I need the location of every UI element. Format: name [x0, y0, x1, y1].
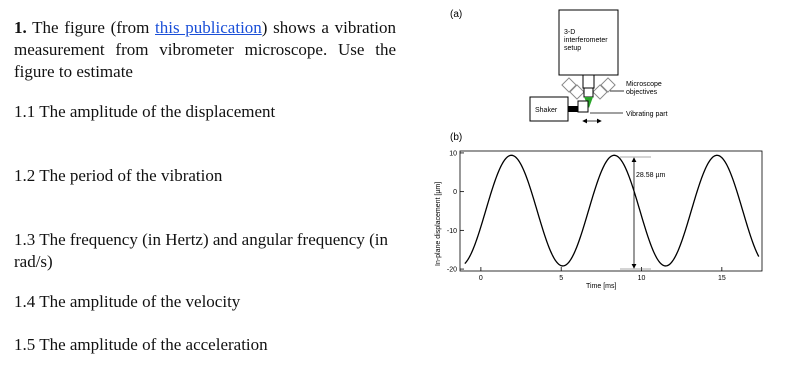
- y-axis-label: In-plane displacement [µm]: [435, 181, 442, 266]
- x-axis-ticks: [479, 267, 726, 282]
- setup-label-line-2: interferometer: [564, 37, 608, 44]
- question-1-2: 1.2 The period of the vibration: [14, 166, 223, 185]
- y-tick-label: 0: [453, 189, 457, 197]
- intro-text-before-link: The figure (from: [32, 18, 150, 37]
- panel-a: [450, 9, 668, 121]
- question-1-4: 1.4 The amplitude of the velocity: [14, 292, 241, 311]
- amplitude-annotation: 28.58 µm: [636, 172, 666, 179]
- active-objective: [584, 88, 593, 97]
- vibrating-label: Vibrating part: [626, 111, 668, 118]
- question-1-5: 1.5 The amplitude of the acceleration: [14, 335, 268, 354]
- displacement-curve: [465, 155, 759, 266]
- intro-text-after-link: ) shows a vibration measurement from vibrometer microscope. Use the figure to estimate: [14, 18, 397, 81]
- vibrating-part: [578, 101, 588, 112]
- panel-a-label: (a): [450, 9, 463, 20]
- x-tick-label: 10: [637, 275, 646, 282]
- objective-mount: [583, 75, 594, 88]
- question-1-1: 1.1 The amplitude of the displacement: [14, 102, 276, 121]
- y-tick-label: 10: [449, 150, 457, 158]
- question-number: 1.: [14, 18, 27, 37]
- publication-link[interactable]: this publication: [155, 18, 262, 37]
- displacement-chart: [435, 132, 762, 290]
- y-axis-ticks: [447, 150, 464, 273]
- plot-frame: [460, 151, 762, 271]
- vibrometer-figure: [420, 0, 780, 300]
- x-tick-label: 15: [717, 275, 726, 282]
- shaker-link: [568, 106, 578, 112]
- x-axis-label: Time [ms]: [586, 283, 617, 290]
- y-tick-label: -10: [446, 227, 457, 235]
- panel-b-label: (b): [450, 132, 463, 143]
- setup-label-line-3: setup: [564, 45, 582, 52]
- objectives-label-line-2: objectives: [626, 89, 658, 96]
- y-tick-label: -20: [446, 266, 457, 274]
- question-intro: [14, 17, 396, 83]
- shaker-label: Shaker: [535, 107, 558, 114]
- x-tick-label: 5: [559, 275, 564, 282]
- question-1-3: 1.3 The frequency (in Hertz) and angular frequency (in rad/s): [14, 230, 388, 271]
- objectives-label-line-1: Microscope: [626, 81, 662, 88]
- x-tick-label: 0: [478, 275, 483, 282]
- setup-label-line-1: 3-D: [564, 29, 576, 36]
